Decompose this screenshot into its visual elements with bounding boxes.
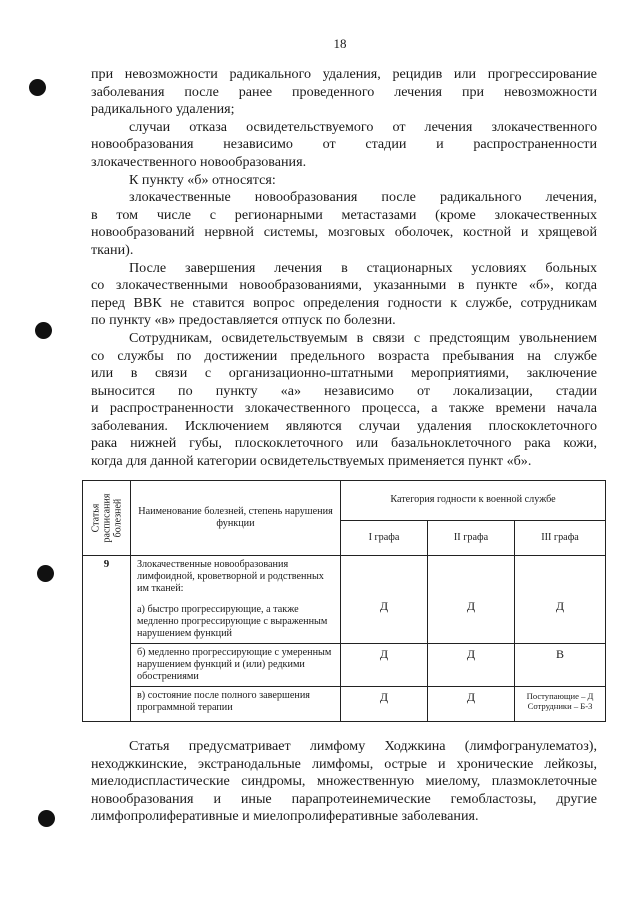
- page-number: 18: [333, 36, 347, 51]
- para-6-line-5: и распространенности злокачественного процесса, а также времени начала: [91, 400, 597, 417]
- para-4-line-4: ткани).: [91, 241, 134, 258]
- para-6-line-7: рака нижней губы, плоскоклеточного или базальноклеточного рака кожи,: [91, 435, 597, 452]
- para-2-line-1: случаи отказа освидетельствуемого от лечения злокачественного: [129, 118, 597, 135]
- header-article: Статья расписания болезней: [90, 493, 123, 543]
- body-text-top: [91, 66, 597, 471]
- para-3-line-1: К пункту «б» относятся:: [129, 171, 276, 188]
- para-4-line-1: злокачественные новообразования после радикального лечения,: [129, 189, 597, 206]
- header-grafa-3: III графа: [515, 520, 606, 555]
- punch-hole-1: [29, 79, 46, 96]
- header-category: Категория годности к военной службе: [390, 494, 556, 506]
- row-c-g3-line2: Сотрудники – Б-3: [527, 701, 593, 711]
- row-c-g2: Д: [428, 687, 515, 722]
- para-5-line-1: После завершения лечения в стационарных условиях больных: [129, 259, 597, 276]
- bottom-line-3: миелодиспластические синдромы, множественную миелому, плазмоклеточные: [91, 773, 597, 790]
- header-disease-name: Наименование болезней, степень нарушения функции: [138, 506, 333, 529]
- para-1-line-3: радикального удаления;: [91, 101, 235, 118]
- para-4-line-2: в том числе с регионарными метастазами (кроме злокачественных: [91, 206, 597, 223]
- para-2-line-3: злокачественного новообразования.: [91, 153, 307, 170]
- row-a-g2: Д: [428, 556, 515, 644]
- body-text-bottom: [91, 738, 597, 826]
- row-b-g2: Д: [428, 644, 515, 687]
- row-b-name: б) медленно прогрессирующие с умеренным нарушением функций и (или) редкими обострениями: [131, 644, 341, 687]
- bottom-line-4: новообразования и иные парапротеинемические гемобластозы, другие: [91, 790, 597, 807]
- row-a-g3: Д: [515, 556, 606, 644]
- header-article-cell: [83, 481, 131, 556]
- row-c-name: в) состояние после полного завершения программной терапии: [131, 687, 341, 722]
- row-a-g1: Д: [341, 556, 428, 644]
- para-1-line-1: при невозможности радикального удаления, рецидив или прогрессирование: [91, 66, 597, 82]
- disease-category-table: [82, 480, 606, 722]
- row-a-name: а) быстро прогрессирующие, а также медленно прогрессирующие с выраженным нарушением функций: [137, 604, 328, 639]
- bottom-line-5: лимфопролиферативные и миелопролиферативные заболевания.: [91, 808, 479, 825]
- row-a-desc-cell: [131, 556, 341, 644]
- header-name-cell: [131, 481, 341, 556]
- table-intro: Злокачественные новообразования лимфоидной, кроветворной и родственных им тканей:: [137, 559, 324, 594]
- para-6-line-8: когда для данной категории освидетельствуемых применяется пункт «б».: [91, 453, 532, 470]
- article-number: 9: [83, 556, 131, 722]
- punch-hole-3: [37, 565, 54, 582]
- para-1-line-2: заболевания после ранее проведенного лечения при невозможности: [91, 83, 597, 100]
- bottom-line-2: неходжкинские, экстранодальные лимфомы, острые и хронические лейкозы,: [91, 755, 597, 772]
- para-2-line-2: новообразования независимо от стадии и распространенности: [91, 136, 597, 153]
- row-b-g3: В: [515, 644, 606, 687]
- header-category-cell: [341, 481, 606, 521]
- header-grafa-2: II графа: [428, 520, 515, 555]
- para-5-line-3: перед ВВК не ставится вопрос определения годности к службе, сотрудникам: [91, 294, 597, 311]
- row-c-g3-cell: [515, 687, 606, 722]
- para-5-line-2: со злокачественными новообразованиями, указанными в пункте «б», когда: [91, 277, 597, 294]
- para-4-line-3: новообразований нервной системы, мозговых оболочек, костной и хрящевой: [91, 224, 597, 241]
- para-6-line-4: выносится по пункту «а» независимо от локализации, стадии: [91, 382, 597, 399]
- punch-hole-4: [38, 810, 55, 827]
- para-5-line-4: по пункту «в» предоставляется отпуск по болезни.: [91, 312, 396, 329]
- para-6-line-3: или в связи с организационно-штатными мероприятиями, заключение: [91, 365, 597, 382]
- header-grafa-1: I графа: [341, 520, 428, 555]
- para-6-line-6: заболевания. Исключением являются случаи удаления плоскоклеточного: [91, 417, 597, 434]
- para-6-line-2: со службы по достижении предельного возраста пребывания на службе: [91, 347, 597, 364]
- bottom-line-1: Статья предусматривает лимфому Ходжкина (лимфогранулематоз),: [129, 738, 597, 754]
- punch-hole-2: [35, 322, 52, 339]
- row-c-g1: Д: [341, 687, 428, 722]
- row-c-g3-line1: Поступающие – Д: [526, 691, 594, 701]
- row-b-g1: Д: [341, 644, 428, 687]
- para-6-line-1: Сотрудникам, освидетельствуемым в связи с предстоящим увольнением: [129, 329, 597, 346]
